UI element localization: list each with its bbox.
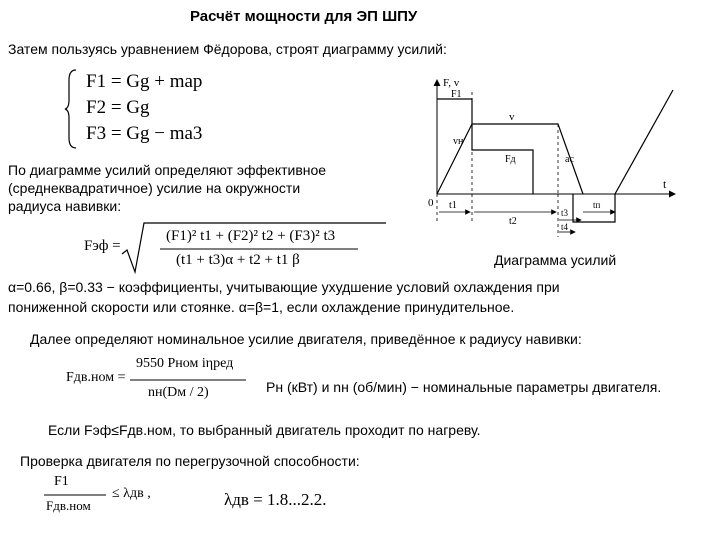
label-v: v [509, 111, 515, 123]
force-diagram [425, 72, 685, 272]
effective-formula [84, 220, 424, 278]
nominal-params: Pн (кВт) и nн (об/мин) − номинальные параметры двигателя. [266, 379, 662, 395]
condition-text: Если Fэф≤Fдв.ном, то выбранный двигатель проходит по нагреву. [48, 422, 481, 438]
effective-formula-denominator: (t1 + t3)α + t2 + t1 β [176, 252, 300, 268]
equation-system [64, 68, 224, 148]
label-t4: t4 [561, 222, 569, 232]
equation-f1: F1 = Gg + map [86, 71, 203, 92]
coefficients-line-2: пониженной скорости или стоянке. α=β=1, если охлаждение принудительное. [8, 299, 515, 315]
effective-text-line-2: (среднеквадратичное) усилие на окружности [8, 180, 301, 196]
x-axis-label: t [663, 177, 667, 191]
nominal-formula-lhs: Fдв.ном = [66, 370, 126, 385]
lambda-value: λдв = 1.8...2.2. [224, 490, 327, 509]
label-t1: t1 [449, 200, 457, 211]
effective-text-line-1: По диаграмме усилий определяют эффективное [8, 162, 327, 178]
label-t2: t2 [509, 216, 517, 227]
label-vn: vн [453, 136, 464, 147]
brace-icon [64, 68, 78, 150]
page-title: Расчёт мощности для ЭП ШПУ [190, 8, 418, 25]
equation-f2: F2 = Gg [86, 97, 150, 118]
intro-text: Затем пользуясь уравнением Фёдорова, строят диаграмму усилий: [8, 41, 447, 57]
nominal-fraction-line [130, 378, 246, 382]
nominal-intro: Далее определяют номинальное усилие двигателя, приведённое к радиусу навивки: [30, 331, 582, 347]
equation-f3: F3 = Gg − ma3 [86, 123, 203, 144]
effective-formula-numerator: (F1)² t1 + (F2)² t2 + (F3)² t3 [166, 228, 336, 244]
coefficients-line-1: α=0.66, β=0.33 − коэффициенты, учитывающие ухудшение условий охлаждения при [8, 279, 560, 295]
effective-formula-lhs: Fэф = [84, 238, 121, 254]
nominal-formula-denominator: nн(Dм / 2) [148, 385, 209, 400]
effective-text-line-3: радиуса навивки: [8, 198, 122, 214]
overload-title: Проверка двигателя по перегрузочной способности: [20, 453, 360, 469]
label-tn: tп [593, 200, 601, 210]
origin-label: 0 [428, 197, 434, 209]
nominal-formula [66, 352, 266, 412]
overload-numerator: F1 [54, 474, 69, 489]
force-curve [437, 99, 533, 194]
label-as: aс [565, 154, 574, 165]
overload-formula [36, 474, 186, 524]
overload-fraction-line [44, 493, 106, 497]
diagram-caption: Диаграмма усилий [494, 252, 617, 268]
nominal-formula-numerator: 9550 Pном iηред [136, 356, 234, 371]
y-axis-label: F, v [443, 77, 460, 89]
label-t3: t3 [561, 208, 569, 218]
overload-rhs: ≤ λдв , [112, 486, 151, 501]
label-fd: Fд [505, 154, 516, 165]
label-f1: F1 [451, 89, 462, 100]
overload-denominator: Fдв.ном [46, 498, 91, 513]
